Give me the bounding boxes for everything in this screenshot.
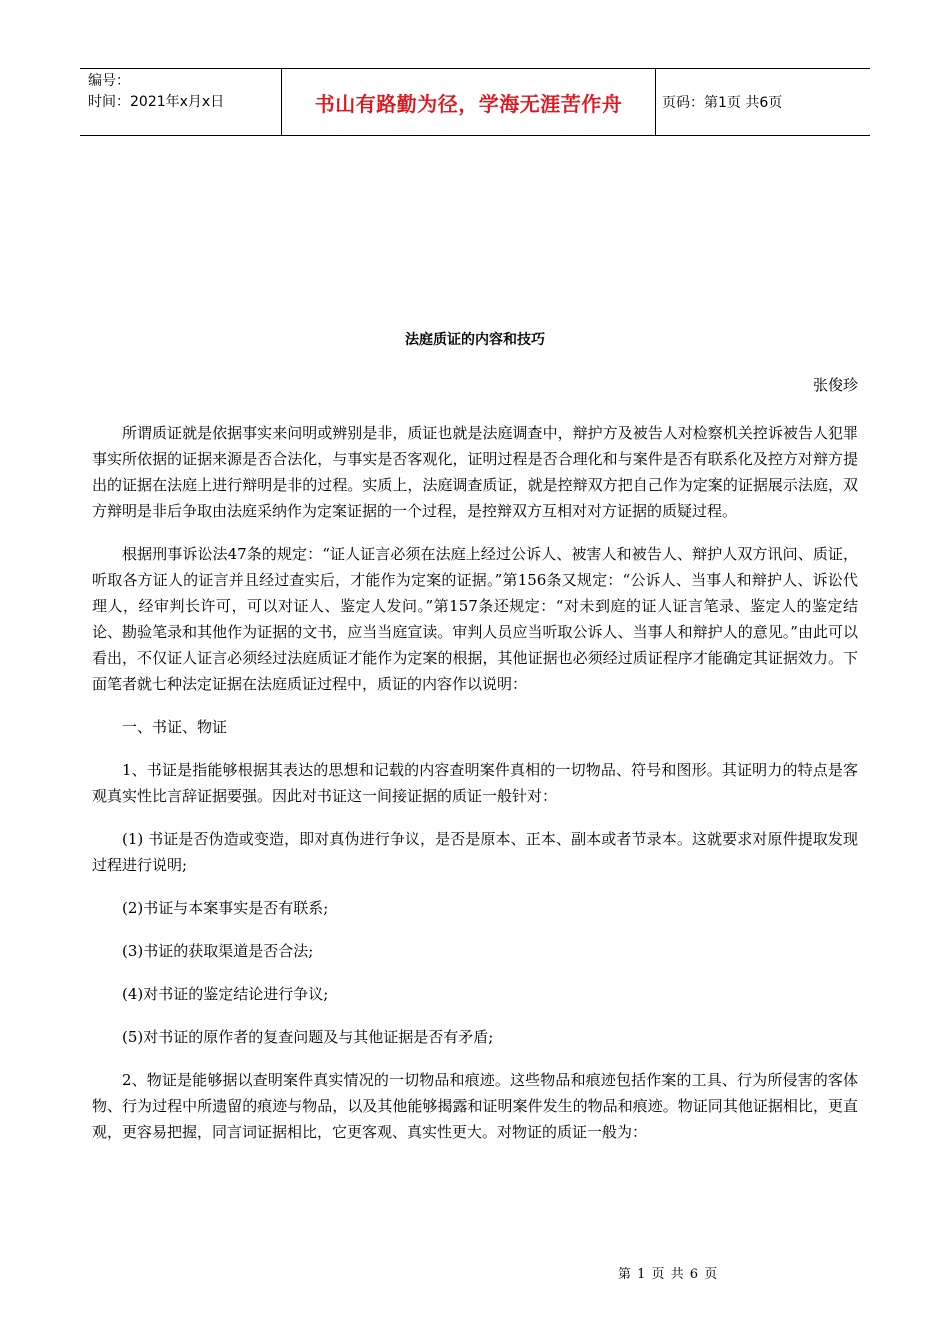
- header-page-cell: [656, 69, 870, 135]
- header-page-info: 页码：第1页 共6页: [662, 95, 783, 111]
- section-heading: 一、书证、物证: [122, 718, 228, 736]
- document-date: 时间：2021年x月x日: [88, 94, 225, 110]
- document-title: 法庭质证的内容和技巧: [405, 332, 545, 348]
- paragraph: 2、物证是能够据以查明案件真实情况的一切物品和痕迹。这些物品和痕迹包括作案的工具、行为所侵害的客体物、行为过程中所遗留的痕迹与物品，以及其他能够揭露和证明案件发生的物品和痕迹。物证同其他证据相比，更直观，更容易把握，同言词证据相比，它更客观、真实性更大。对物证的质证一般为：: [92, 1071, 858, 1141]
- header-motto-cell: [282, 69, 656, 135]
- list-item: (4)对书证的鉴定结论进行争议;: [122, 985, 329, 1003]
- paragraph: 1、书证是指能够根据其表达的思想和记载的内容查明案件真相的一切物品、符号和图形。其证明力的特点是客观真实性比言辞证据要强。因此对书证这一间接证据的质证一般针对：: [92, 761, 858, 805]
- page-footer: 第 1 页 共 6 页: [618, 1267, 719, 1282]
- header-motto: 书山有路勤为径，学海无涯苦作舟: [314, 91, 623, 116]
- document-author: 张俊珍: [812, 376, 858, 394]
- list-item: (3)书证的获取渠道是否合法;: [122, 942, 314, 960]
- header-left-cell: [80, 69, 282, 135]
- list-item: (2)书证与本案事实是否有联系;: [122, 899, 329, 917]
- header-table: [80, 68, 870, 136]
- document-body: [92, 420, 858, 1145]
- list-item: (5)对书证的原作者的复查问题及与其他证据是否有矛盾;: [122, 1028, 494, 1046]
- paragraph: 所谓质证就是依据事实来问明或辨别是非，质证也就是法庭调查中，辩护方及被告人对检察机关控诉被告人犯罪事实所依据的证据来源是否合法化，与事实是否客观化，证明过程是否合理化和与案件是否有联系化及控方对辩方提出的证据在法庭上进行辩明是非的过程。实质上，法庭调查质证，就是控辩双方把自己作为定案的证据展示法庭，双方辩明是非后争取由法庭采纳作为定案证据的一个过程，是控辩双方互相对对方证据的质疑过程。: [92, 424, 858, 520]
- list-item: (1) 书证是否伪造或变造，即对真伪进行争议，是否是原本、正本、副本或者节录本。这就要求对原件提取发现过程进行说明;: [92, 830, 858, 874]
- paragraph: 根据刑事诉讼法47条的规定：“证人证言必须在法庭上经过公诉人、被害人和被告人、辩护人双方讯问、质证，听取各方证人的证言并且经过查实后，才能作为定案的证据。”第156条又规定：“公诉人、当事人和辩护人、诉讼代理人，经审判长许可，可以对证人、鉴定人发问。”第157条还规定：“对未到庭的证人证言笔录、鉴定人的鉴定结论、勘验笔录和其他作为证据的文书，应当当庭宣读。审判人员应当听取公诉人、当事人和辩护人的意见。”由此可以看出，不仅证人证言必须经过法庭质证才能作为定案的根据，其他证据也必须经过质证程序才能确定其证据效力。下面笔者就七种法定证据在法庭质证过程中，质证的内容作以说明：: [92, 545, 858, 693]
- document-number-label: 编号：: [88, 73, 130, 89]
